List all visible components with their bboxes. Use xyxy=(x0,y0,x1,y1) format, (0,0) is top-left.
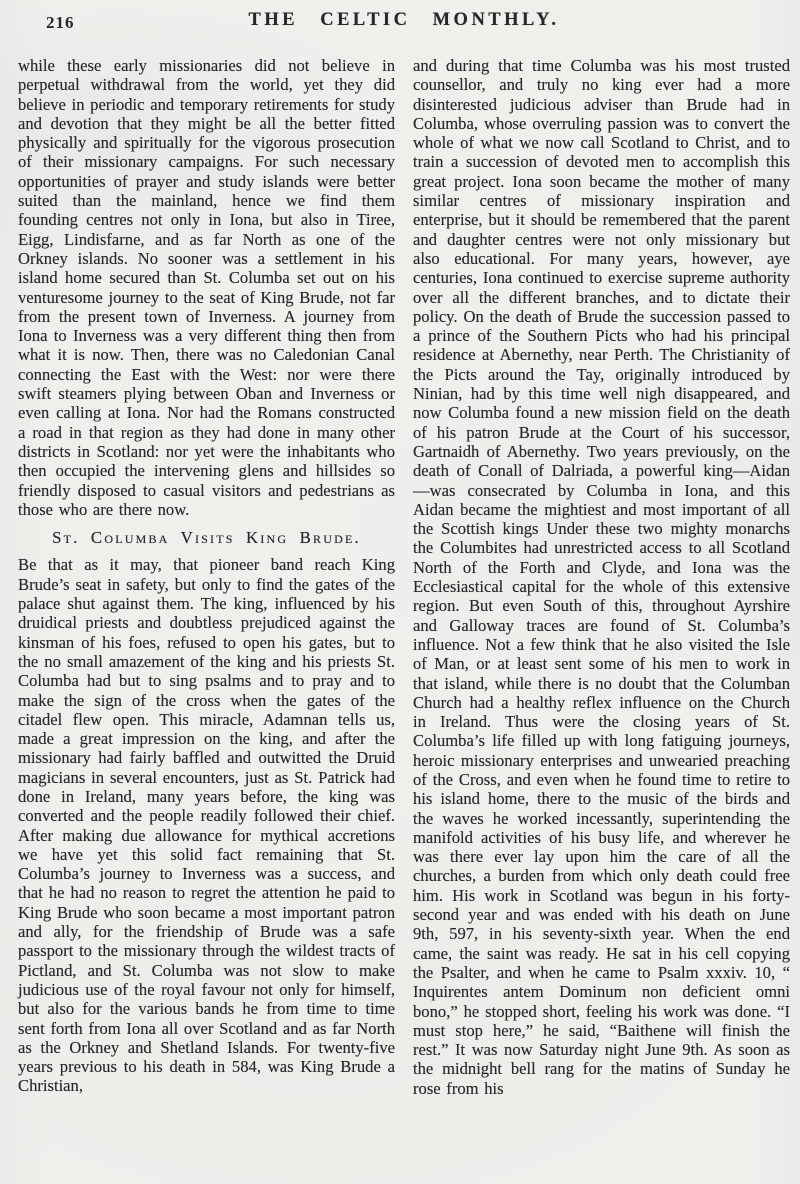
right-column-paragraph-1: and during that time Columba was his most trusted counsellor, and truly no king ever had a more disinterested judicious adviser than Brude had in Columba, whose overruling passion was to convert the whole of what we now call Scotland to Christ, and to train a succession of devoted men to accomplish this great project. Iona soon became the mother of many similar centres of missionary inspiration and enterprise, but it should be remembered that the parent and daughter centres were not only missionary but also educational. For many years, however, aye centuries, Iona continued to exercise supreme authority over all the different branches, and to dictate their policy. On the death of Brude the succession passed to a prince of the Southern Picts who had his principal residence at Abernethy, near Perth. The Christianity of the Picts around the Tay, originally introduced by Ninian, had by this time well nigh disappeared, and now Columba found a new mission field on the death of his patron Brude at the Court of his successor, Gartnaidh of Abernethy. Two years previously, on the death of Conall of Dalriada, a powerful king—Aidan—was consecrated by Columba in Iona, and this Aidan became the mightiest and most important of all the Scottish kings Under these two mighty monarchs the Columbites had unrestricted access to all Scotland North of the Forth and Clyde, and Iona was the Ecclesiastical capital for the whole of this extensive region. But even South of this, throughout Ayrshire and Galloway traces are found of St. Columba’s influence. Not a few think that he also visited the Isle of Man, or at least sent some of his men to work in that island, while there is no doubt that the Columban Church had a healthy reflex influence on the Church in Ireland. Thus were the closing years of St. Columba’s life filled up with long fatiguing journeys, heroic missionary enterprises and unwearied preaching of the Cross, and even when he found time to retire to his island home, there to the music of the birds and the waves he worked incessantly, superintending the manifold activities of his busy life, and wherever he was there ever lay upon him the care of all the churches, a burden from which only death could free him. His work in Scotland was begun in his forty-second year and was ended with his death on June 9th, 597, in his seventy-sixth year. When the end came, the saint was ready. He sat in his cell copying the Psalter, and when he came to Psalm xxxiv. 10, “ Inquirentes antem Dominum non deficient omni bono,” he stopped short, feeling his work was done. “I must stop here,” he said, “Baithene will finish the rest.” It was now Saturday night June 9th. As soon as the midnight bell rang for the matins of Sunday he rose from his xyxy=(413,56,790,1098)
left-column-paragraph-1: while these early missionaries did not believe in perpetual withdrawal from the world, yet they did believe in periodic and temporary retirements for study and devotion that they might be all the better fitted physically and spiritually for the vigorous prosecution of their missionary campaigns. For such necessary opportunities of prayer and study islands were better suited than the mainland, hence we find them founding centres not only in Iona, but also in Tiree, Eigg, Lindisfarne, and as far North as one of the Orkney islands. No sooner was a settlement in his island home secured than St. Columba set out on his venturesome journey to the seat of King Brude, not far from the present town of Inverness. A journey from Iona to Inverness was a very different thing then from what it is now. Then, there was no Caledonian Canal connecting the East with the West: nor were there swift steamers plying between Oban and Inverness or even calling at Iona. Nor had the Romans constructed a road in that region as they had done in many other districts in Scotland: nor yet were the inhabitants who then occupied the intervening glens and hillsides so friendly disposed to casual visitors and pedestrians as those who are there now. xyxy=(18,56,395,519)
two-column-body xyxy=(18,46,790,1098)
left-column xyxy=(18,56,395,1098)
page-header xyxy=(18,10,790,46)
right-column xyxy=(413,56,790,1098)
page-number: 216 xyxy=(46,13,75,32)
left-column-paragraph-2: Be that as it may, that pioneer band reach King Brude’s seat in safety, but only to find the gates of the palace shut against them. The king, influenced by his druidical priests and doubtless prejudiced against the kinsman of his foes, refused to open his gates, but to the no small amazement of the king and his priests St. Columba had but to sing psalms and to pray and to make the sign of the cross when the gates of the citadel flew open. This miracle, Adamnan tells us, made a great impression on the king, and after the missionary had fairly baffled and outwitted the Druid magicians in several encounters, just as St. Patrick had done in Ireland, many years before, the king was converted and the people readily followed their chief. After making due allowance for mythical accretions we have yet this solid fact remaining that St. Columba’s journey to Inverness was a success, and that he had no reason to regret the attention he paid to King Brude who soon became a most important patron and ally, for the friendship of Brude was a safe passport to the missionary through the wildest tracts of Pictland, and St. Columba was not slow to make judicious use of the royal favour not only for himself, but also for the various bands he from time to time sent forth from Iona all over Scotland and as far North as the Orkney and Shetland Islands. For twenty-five years previous to his death in 584, was King Brude a Christian, xyxy=(18,555,395,1096)
section-heading: St. Columba Visits King Brude. xyxy=(52,528,361,548)
journal-title: THE CELTIC MONTHLY. xyxy=(248,10,560,30)
